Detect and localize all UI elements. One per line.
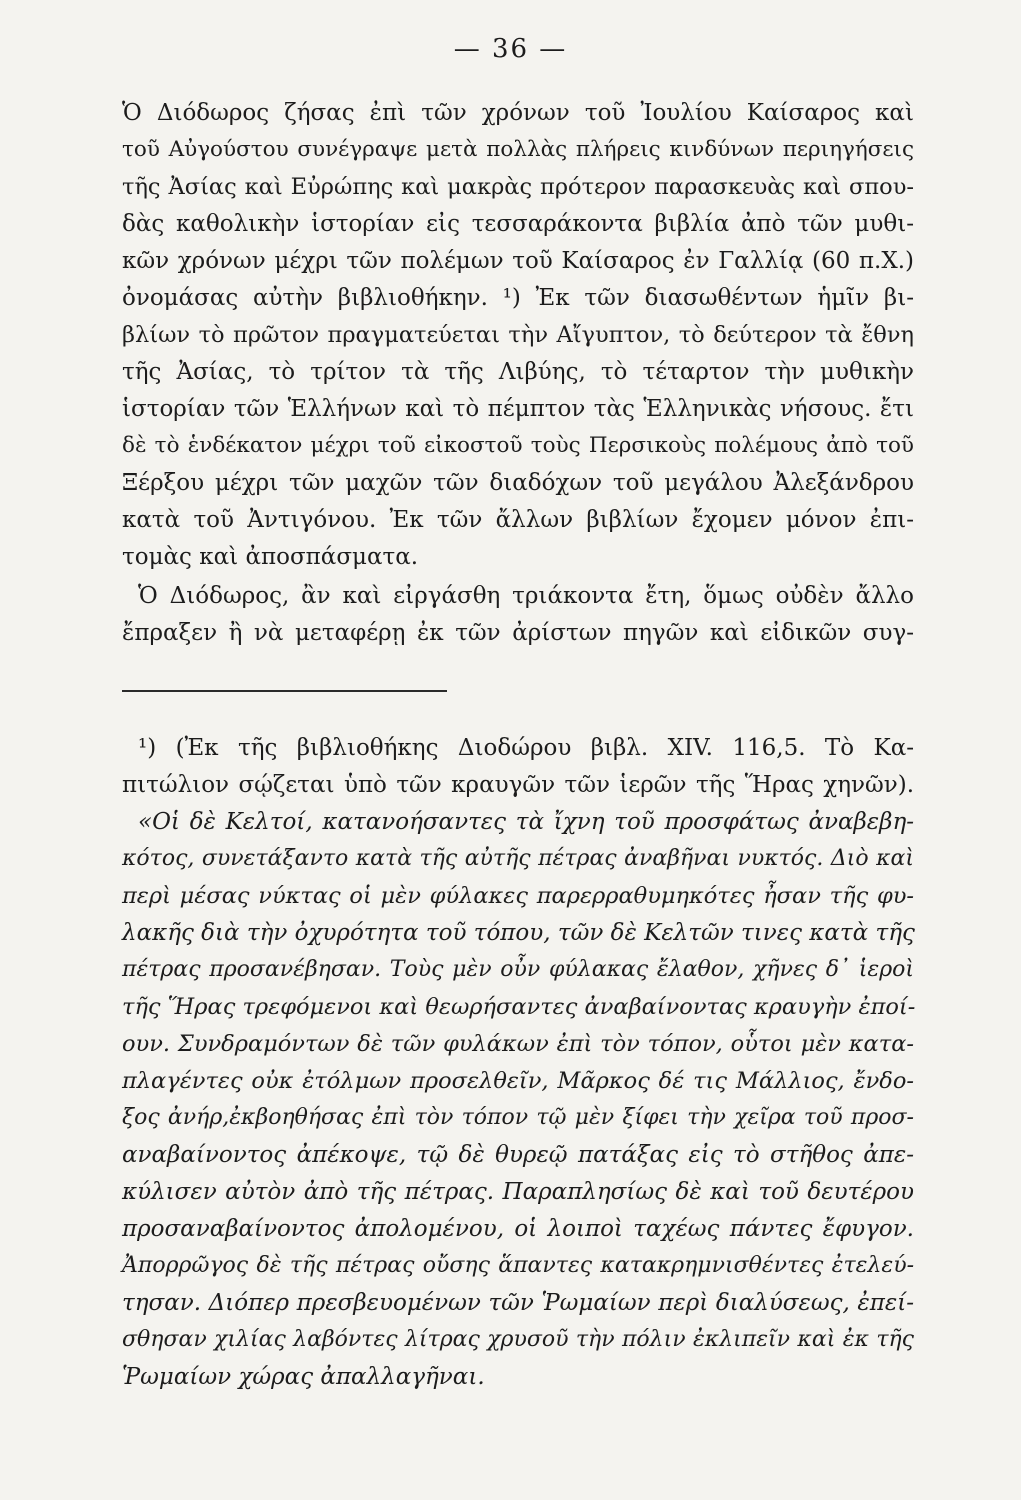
footnote-line: αναβαίνοντος ἀπέκοψε, τῷ δὲ θυρεῷ πατάξας εἰς τὸ στῆθος ἀπε- <box>122 1142 914 1168</box>
footnote-line: κύλισεν αὐτὸν ἀπὸ τῆς πέτρας. Παραπλησίως δὲ καὶ τοῦ δευτέρου <box>122 1179 914 1205</box>
footnote-line: περὶ μέσας νύκτας οἱ μὲν φύλακες παρερραθυμηκότες ἦσαν τῆς φυ- <box>122 883 914 909</box>
footnote-line: Ἀπορρῶγος δὲ τῆς πέτρας οὔσης ἅπαντες κατακρημνισθέντες ἐτελεύ- <box>122 1253 914 1278</box>
footnote-line: «Οἱ δὲ Κελτοί, κατανοήσαντες τὰ ἴχνη τοῦ προσφάτως ἀναβεβη- <box>138 809 914 835</box>
footnote-line: πιτώλιον σῴζεται ὑπὸ τῶν κραυγῶν τῶν ἱερῶν τῆς Ἥρας χηνῶν). <box>122 772 914 798</box>
footnote-line: Ῥωμαίων χώρας ἀπαλλαγῆναι. <box>122 1364 485 1390</box>
footnote-line: προσαναβαίνοντος ἀπολομένου, οἱ λοιποὶ ταχέως πάντες ἔφυγον. <box>122 1216 914 1242</box>
body-line: βλίων τὸ πρῶτον πραγματεύεται τὴν Αἴγυπτον, τὸ δεύτερον τὰ ἔθνη <box>122 322 914 348</box>
body-line: ἱστορίαν τῶν Ἑλλήνων καὶ τὸ πέμπτον τὰς Ἑλληνικὰς νήσους. ἔτι <box>122 396 914 422</box>
body-line: ὀνομάσας αὐτὴν βιβλιοθήκην. ¹) Ἐκ τῶν διασωθέντων ἡμῖν βι- <box>122 285 914 311</box>
body-line: τῆς Ἀσίας, τὸ τρίτον τὰ τῆς Λιβύης, τὸ τέταρτον τὴν μυθικὴν <box>122 359 914 385</box>
footnote-line: πέτρας προσανέβησαν. Τοὺς μὲν οὖν φύλακας ἔλαθον, χῆνες δ᾽ ἱεροὶ <box>122 957 914 982</box>
footnote-line: λακῆς διὰ τὴν ὀχυρότητα τοῦ τόπου, τῶν δὲ Κελτῶν τινες κατὰ τῆς <box>122 920 915 946</box>
body-line: τοῦ Αὐγούστου συνέγραψε μετὰ πολλὰς πλήρεις κινδύνων περιηγήσεις <box>122 137 914 162</box>
footnote-rule <box>122 690 447 692</box>
body-line: τομὰς καὶ ἀποσπάσματα. <box>122 544 419 570</box>
page-number: — 36 — <box>453 34 568 64</box>
footnote-line: ξος ἀνήρ,ἐκβοηθήσας ἐπὶ τὸν τόπον τῷ μὲν ξίφει τὴν χεῖρα τοῦ προσ- <box>122 1105 914 1130</box>
body-line: τῆς Ἀσίας καὶ Εὐρώπης καὶ μακρὰς πρότερον παρασκευὰς καὶ σπου- <box>122 174 914 200</box>
footnote-line: ¹) (Ἐκ τῆς βιβλιοθήκης Διοδώρου βιβλ. XIV. 116,5. Τὸ Κα- <box>138 735 914 761</box>
body-line: δὲ τὸ ἑνδέκατον μέχρι τοῦ εἰκοστοῦ τοὺς Περσικοὺς πολέμους ἀπὸ τοῦ <box>122 433 914 458</box>
footnote-line: τησαν. Διόπερ πρεσβευομένων τῶν Ῥωμαίων περὶ διαλύσεως, ἐπεί- <box>122 1290 914 1316</box>
body-line: κῶν χρόνων μέχρι τῶν πολέμων τοῦ Καίσαρος ἐν Γαλλίᾳ (60 π.Χ.) <box>122 248 914 274</box>
body-line: Ὁ Διόδωρος, ἂν καὶ εἰργάσθη τριάκοντα ἔτη, ὅμως οὐδὲν ἄλλο <box>138 583 914 609</box>
footnote-line: τῆς Ἥρας τρεφόμενοι καὶ θεωρήσαντες ἀναβαίνοντας κραυγὴν ἐποί- <box>122 994 916 1020</box>
footnote-line: κότος, συνετάξαντο κατὰ τῆς αὐτῆς πέτρας ἀναβῆναι νυκτός. Διὸ καὶ <box>122 846 914 871</box>
body-line: δὰς καθολικὴν ἱστορίαν εἰς τεσσαράκοντα βιβλία ἀπὸ τῶν μυθι- <box>122 211 914 237</box>
body-line: Ξέρξου μέχρι τῶν μαχῶν τῶν διαδόχων τοῦ μεγάλου Ἀλεξάνδρου <box>122 470 914 496</box>
footnote-line: πλαγέντες οὐκ ἐτόλμων προσελθεῖν, Μᾶρκος δέ τις Μάλλιος, ἔνδο- <box>122 1068 914 1094</box>
footnote-line: σθησαν χιλίας λαβόντες λίτρας χρυσοῦ τὴν πόλιν ἐκλιπεῖν καὶ ἐκ τῆς <box>122 1327 914 1352</box>
body-line: κατὰ τοῦ Ἀντιγόνου. Ἐκ τῶν ἄλλων βιβλίων ἔχομεν μόνον ἐπι- <box>122 507 914 533</box>
body-line: Ὁ Διόδωρος ζήσας ἐπὶ τῶν χρόνων τοῦ Ἰουλίου Καίσαρος καὶ <box>122 100 914 126</box>
footnote-line: ουν. Συνδραμόντων δὲ τῶν φυλάκων ἐπὶ τὸν τόπον, οὗτοι μὲν κατα- <box>122 1031 914 1057</box>
body-line: ἔπραξεν ἢ νὰ μεταφέρῃ ἐκ τῶν ἀρίστων πηγῶν καὶ εἰδικῶν συγ- <box>122 620 914 646</box>
